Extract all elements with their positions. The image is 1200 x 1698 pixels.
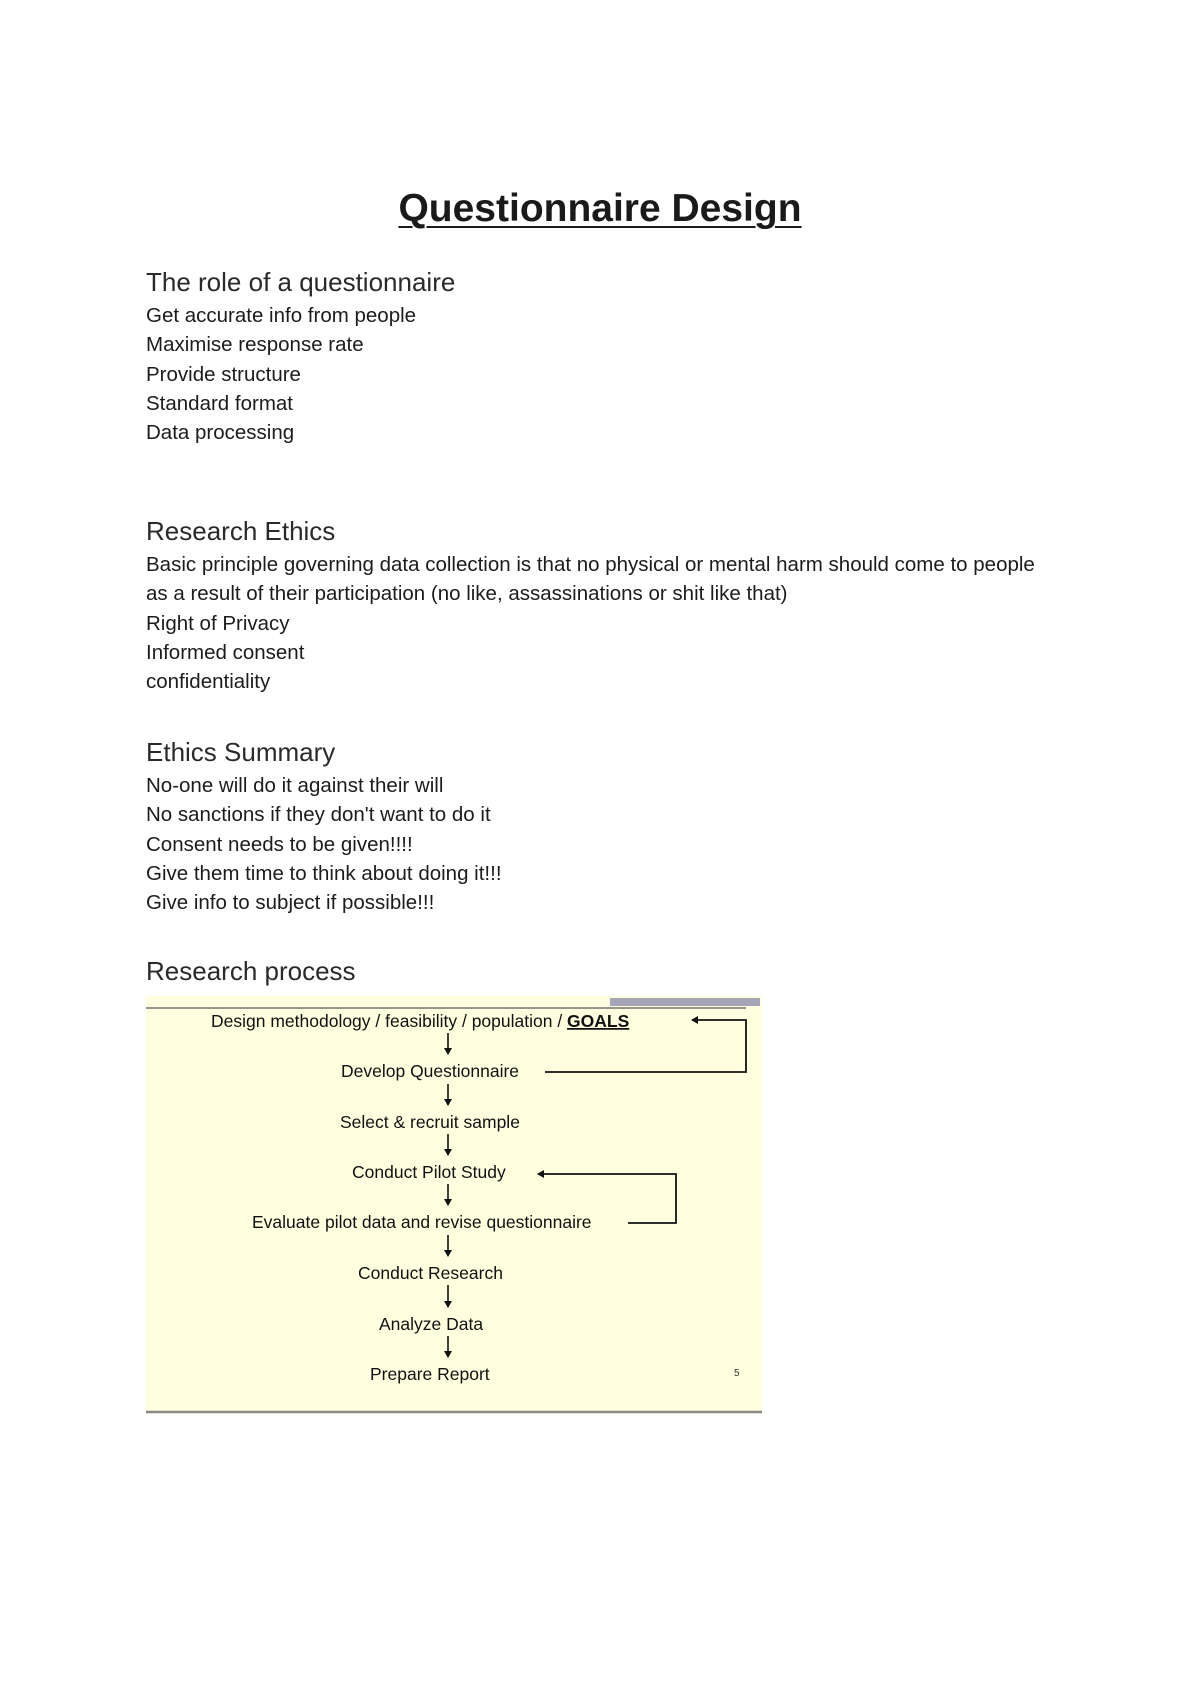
section-heading: The role of a questionnaire [146,267,456,297]
list-item: Get accurate info from people [146,304,417,327]
diagram-accent-bar [610,998,760,1006]
section-research-ethics [146,515,1046,696]
summary-list [146,771,1046,917]
list-item: Data processing [146,421,295,445]
ethics-paragraph: Basic principle governing data collection is that no physical or mental harm should come to people as a result of their participation (no like, assassinations or shit like that) [146,553,1035,606]
section-role-of-questionnaire [146,266,1046,447]
list-item: Give them time to think about doing it!!! [146,861,502,885]
flow-step-goals: GOALS [567,1011,630,1031]
flow-step-conduct-research: Conduct Research [358,1263,503,1283]
list-item: No-one will do it against their will [146,774,444,797]
section-heading: Research process [146,956,356,986]
section-heading: Research Ethics [146,516,336,546]
list-item: Give info to subject if possible!!! [146,891,435,915]
flow-step-prepare-report: Prepare Report [370,1364,490,1384]
list-item: Standard format [146,391,293,415]
list-item: Provide structure [146,362,301,386]
diagram-background [146,996,762,1414]
list-item: Maximise response rate [146,333,364,357]
section-research-process [146,955,1046,987]
section-ethics-summary [146,736,1046,917]
flow-step-design-methodology [211,1011,629,1031]
flow-step-select-recruit-sample: Select & recruit sample [340,1112,520,1132]
ethics-content [146,550,1046,696]
list-item: No sanctions if they don't want to do it [146,803,491,827]
list-item: Informed consent [146,640,305,664]
list-item: Right of Privacy [146,611,290,635]
section-heading: Ethics Summary [146,737,336,767]
flow-step-analyze-data: Analyze Data [379,1314,484,1334]
document-title: Questionnaire Design [398,187,802,230]
flow-step-develop-questionnaire: Develop Questionnaire [341,1061,520,1081]
flow-step-conduct-pilot-study: Conduct Pilot Study [352,1162,506,1182]
flow-step-evaluate-pilot-data: Evaluate pilot data and revise questionnaire [252,1212,592,1232]
role-list [146,301,1046,447]
research-process-diagram [146,996,762,1414]
flow-step-design-text: Design methodology / feasibility / population / [211,1011,568,1031]
list-item: confidentiality [146,670,271,694]
slide-number: 5 [734,1368,740,1379]
list-item: Consent needs to be given!!!! [146,832,413,856]
flow-diagram-svg [146,996,762,1414]
